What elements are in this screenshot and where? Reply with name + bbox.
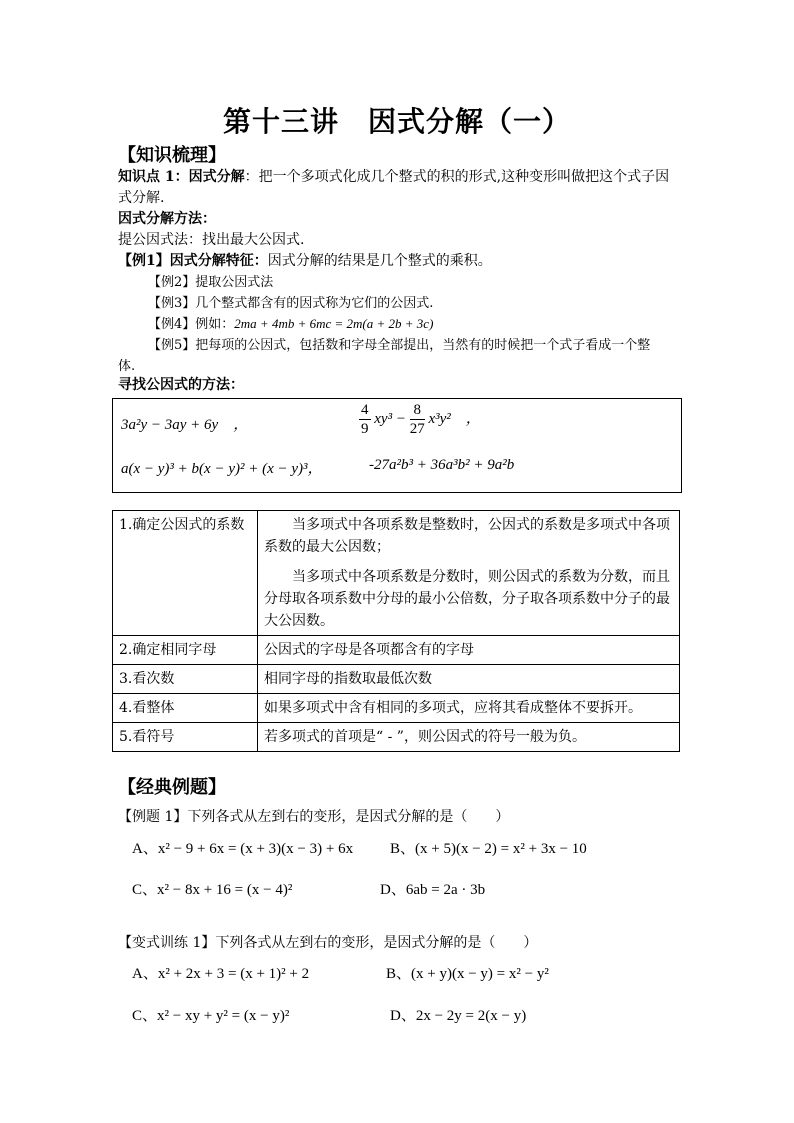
section-heading-classic: 【经典例题】 [118, 777, 226, 798]
question-1-option-d: D、6ab = 2a · 3b [380, 882, 486, 898]
expression-4: -27a²b³ + 36a³b² + 9a²b [369, 457, 515, 473]
training-1-option-d: D、2x − 2y = 2(x − y) [390, 1008, 527, 1024]
ex1-label: 【例1】因式分解特征： [118, 253, 268, 269]
question-1-option-c: C、x² − 8x + 16 = (x − 4)² [132, 882, 293, 898]
kp1-label: 知识点 1：因式分解 [118, 169, 245, 185]
ex4-formula: 2ma + 4mb + 6mc = 2m(a + 2b + 3c) [234, 316, 434, 331]
methods-label: 因式分解方法： [118, 211, 216, 227]
table-cell-value: 相同字母的指数取最低次数 [258, 665, 680, 694]
training-1-option-b: B、(x + y)(x − y) = x² − y² [386, 966, 549, 982]
example-5-line: 【例5】把每项的公因式，包括数和字母全部提出，当然有的时候把一个式子看成一个整 [148, 338, 651, 353]
table-row [113, 636, 680, 665]
table-cell-key: 5.看符号 [113, 723, 258, 752]
table-cell-value: 公因式的字母是各项都含有的字母 [258, 636, 680, 665]
table-cell-key: 3.看次数 [113, 665, 258, 694]
example-4-line [148, 313, 433, 332]
table-row [113, 665, 680, 694]
training-1-stem: 【变式训练 1】下列各式从左到右的变形，是因式分解的是（ ） [118, 935, 538, 951]
expression-3: a(x − y)³ + b(x − y)² + (x − y)³， [121, 461, 323, 477]
example-3-line: 【例3】几个整式都含有的因式称为它们的公因式. [148, 296, 434, 311]
knowledge-point-1 [118, 166, 669, 186]
table-cell-value: 若多项式的首项是“ - ”，则公因式的符号一般为负。 [258, 723, 680, 752]
training-1-option-c: C、x² − xy + y² = (x − y)² [132, 1008, 290, 1024]
common-factor-method-table [112, 510, 680, 752]
fraction-8-27: $\frac{8}{27}$ [409, 402, 425, 437]
section-heading-review: 【知识梳理】 [118, 145, 226, 166]
question-1-option-b: B、(x + 5)(x − 2) = x² + 3x − 10 [390, 841, 587, 857]
example-5-line-2: 体. [118, 359, 136, 374]
table-cell-value: 当多项式中各项系数是整数时，公因式的系数是多项式中各项系数的最大公因数； 当多项式中各项系数是分数时，则公因式的系数为分数，而且分母取各项系数中分母的最小公倍数，分子取各项系数中分子的最大公因数。 [258, 511, 680, 636]
table-row [113, 511, 680, 636]
kp1-text: ：把一个多项式化成几个整式的积的形式,这种变形叫做把这个式子因 [244, 169, 670, 185]
table-row [113, 694, 680, 723]
example-1-line [118, 250, 492, 270]
expression-box [112, 398, 682, 493]
table-cell-key: 2.确定相同字母 [113, 636, 258, 665]
table-row [113, 723, 680, 752]
ex4-label: 【例4】例如： [148, 317, 235, 332]
fraction-4-9: $\frac{4}{9}$ [361, 402, 369, 437]
table-cell-key: 1.确定公因式的系数 [113, 511, 258, 636]
ex1-text: 因式分解的结果是几个整式的乘积。 [267, 253, 492, 269]
common-factor-line: 提公因式法：找出最大公因式. [118, 232, 305, 248]
table-cell-key: 4.看整体 [113, 694, 258, 723]
example-2-line: 【例2】提取公因式法 [148, 275, 274, 290]
page-title: 第十三讲 因式分解（一） [222, 105, 571, 138]
find-common-factor-label: 寻找公因式的方法： [118, 377, 244, 393]
table-cell-value: 如果多项式中含有相同的多项式，应将其看成整体不要拆开。 [258, 694, 680, 723]
question-1-option-a: A、x² − 9 + 6x = (x + 3)(x − 3) + 6x [132, 841, 354, 857]
training-1-option-a: A、x² + 2x + 3 = (x + 1)² + 2 [132, 966, 310, 982]
expression-1: 3a²y − 3ay + 6y ， [121, 417, 249, 433]
kp1-text-continued: 式分解. [118, 190, 165, 206]
question-1-stem: 【例题 1】下列各式从左到右的变形，是因式分解的是（ ） [118, 809, 510, 825]
expression-2: $\frac{4}{9}$ xy³ − $\frac{8}{27}$ x³y² ， [361, 402, 481, 437]
